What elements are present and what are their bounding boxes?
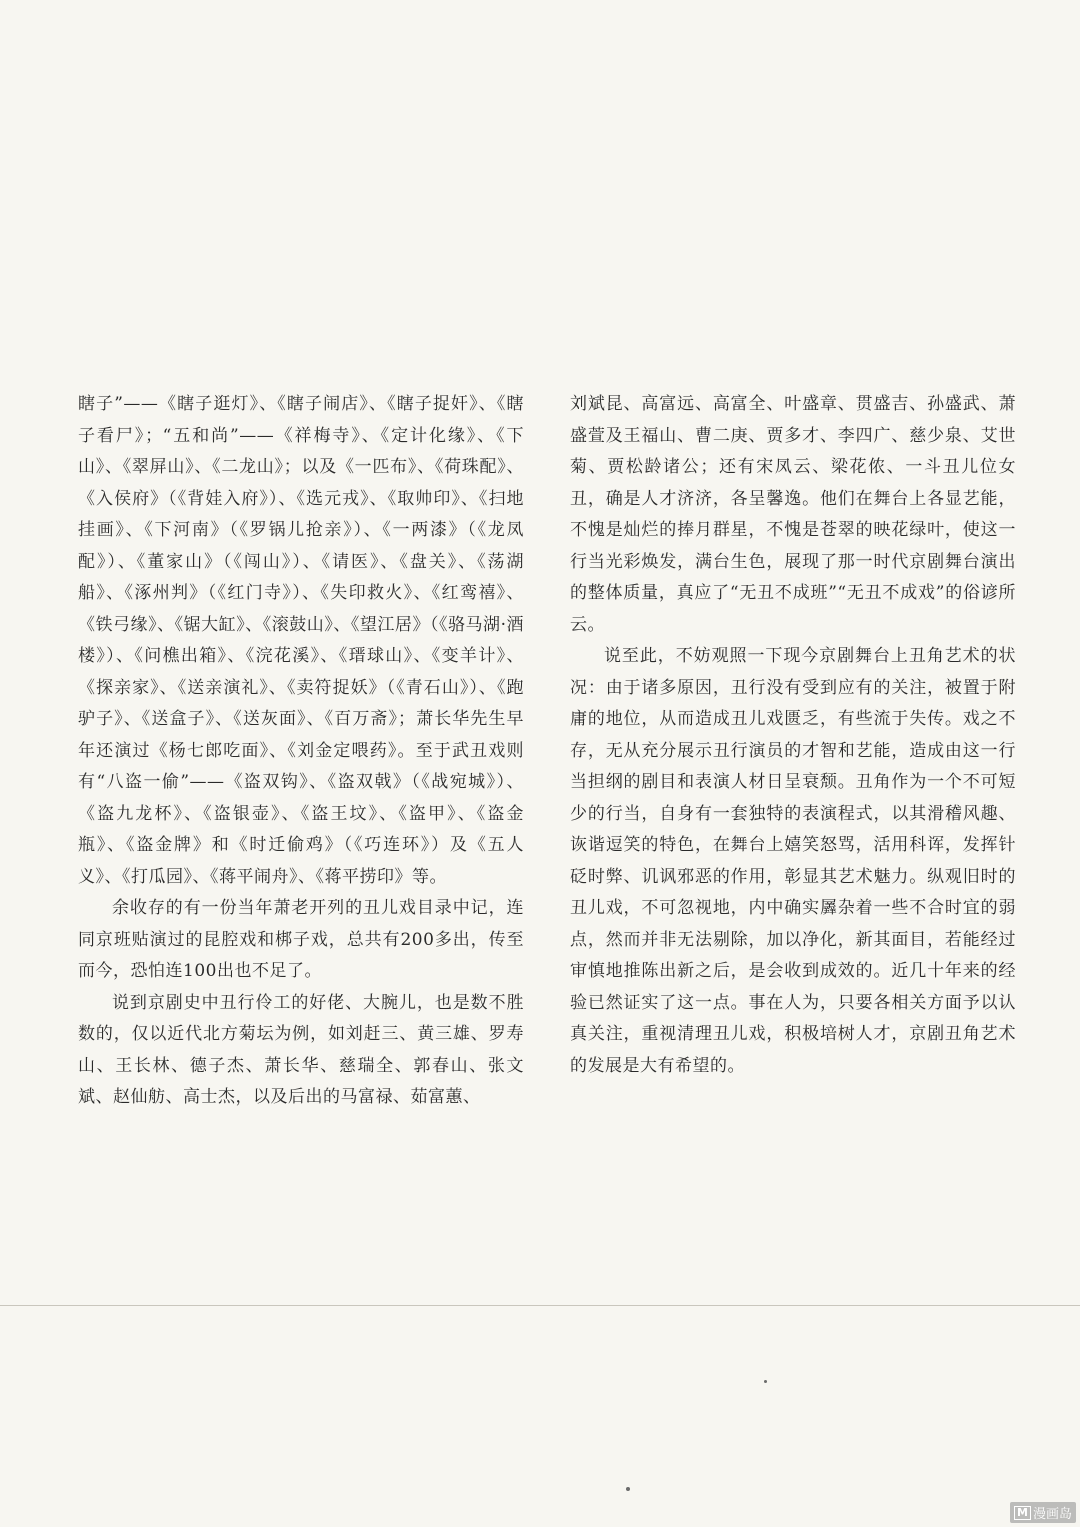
page-edge-divider bbox=[0, 1305, 1080, 1306]
watermark-text: 漫画岛 bbox=[1032, 1507, 1072, 1522]
paragraph: 余收存的有一份当年萧老开列的丑儿戏目录中记，连同京班贴演过的昆腔戏和梆子戏，总共有200多出，传至而今，恐怕连100出也不足了。 bbox=[78, 898, 524, 981]
scan-speck bbox=[626, 1487, 630, 1491]
watermark-logo bbox=[1010, 1502, 1076, 1523]
scan-speck bbox=[764, 1380, 767, 1383]
paragraph: 说至此，不妨观照一下现今京剧舞台上丑角艺术的状况：由于诸多原因，丑行没有受到应有的关注，被置于附庸的地位，从而造成丑儿戏匮乏，有些流于失传。戏之不存，无从充分展示丑行演员的才智和艺能，造成由这一行当担纲的剧目和表演人材日呈衰颓。丑角作为一个不可短少的行当，自身有一套独特的表演程式，以其滑稽风趣、诙谐逗笑的特色，在舞台上嬉笑怒骂，活用科诨，发挥针砭时弊、讥讽邪恶的作用，彰显其艺术魅力。纵观旧时的丑儿戏，不可忽视地，内中确实羼杂着一些不合时宜的弱点，然而并非无法剔除，加以净化，新其面目，若能经过审慎地推陈出新之后，是会收到成效的。近几十年来的经验已然证实了这一点。事在人为，只要各相关方面予以认真关注，重视清理丑儿戏，积极培树人才，京剧丑角艺术的发展是大有希望的。 bbox=[570, 646, 1016, 1076]
paragraph: 刘斌昆、高富远、高富全、叶盛章、贯盛吉、孙盛武、萧盛萱及王福山、曹二庚、贾多才、李四广、慈少泉、艾世菊、贾松龄诸公；还有宋凤云、梁花侬、一斗丑儿位女丑，确是人才济济，各呈馨逸。他们在舞台上各显艺能，不愧是灿烂的捧月群星，不愧是苍翠的映花绿叶，使这一行当光彩焕发，满台生色，展现了那一时代京剧舞台演出的整体质量，真应了“无丑不成班”“无丑不成戏”的俗谚所云。 bbox=[570, 394, 1016, 635]
watermark-m-icon: M bbox=[1014, 1506, 1031, 1520]
paragraph: 瞎子”——《瞎子逛灯》、《瞎子闹店》、《瞎子捉奸》、《瞎子看尸》；“五和尚”——《祥梅寺》、《定计化缘》、《下山》、《翠屏山》、《二龙山》；以及《一匹布》、《荷珠配》、《入侯府》（《背娃入府》）、《选元戎》、《取帅印》、《扫地挂画》、《下河南》（《罗锅儿抢亲》）、《一两漆》（《龙凤配》）、《董家山》（《闯山》）、《请医》、《盘关》、《荡湖船》、《涿州判》（《红门寺》）、《失印救火》、《红鸾禧》、《铁弓缘》、《锯大缸》、《滚鼓山》、《望江居》（《骆马湖·酒楼》）、《问樵出箱》、《浣花溪》、《瑨球山》、《变羊计》、《探亲家》、《送亲演礼》、《卖符捉妖》（《青石山》）、《跑驴子》、《送盒子》、《送灰面》、《百万斋》；萧长华先生早年还演过《杨七郎吃面》、《刘金定喂药》。至于武丑戏则有“八盗一偷”——《盗双钩》、《盗双戟》（《战宛城》）、《盗九龙杯》、《盗银壶》、《盗王坟》、《盗甲》、《盗金瓶》、《盗金牌》和《时迁偷鸡》（《巧连环》）及《五人义》、《打瓜园》、《蒋平闹舟》、《蒋平捞印》等。 bbox=[78, 394, 524, 887]
right-text-column bbox=[570, 389, 1016, 1082]
paragraph: 说到京剧史中丑行伶工的好佬、大腕儿，也是数不胜数的，仅以近代北方菊坛为例，如刘赶三、黄三雄、罗寿山、王长林、德子杰、萧长华、慈瑞全、郭春山、张文斌、赵仙舫、高士杰，以及后出的马富禄、茹富蕙、 bbox=[78, 992, 524, 1107]
left-text-column bbox=[78, 389, 524, 1114]
